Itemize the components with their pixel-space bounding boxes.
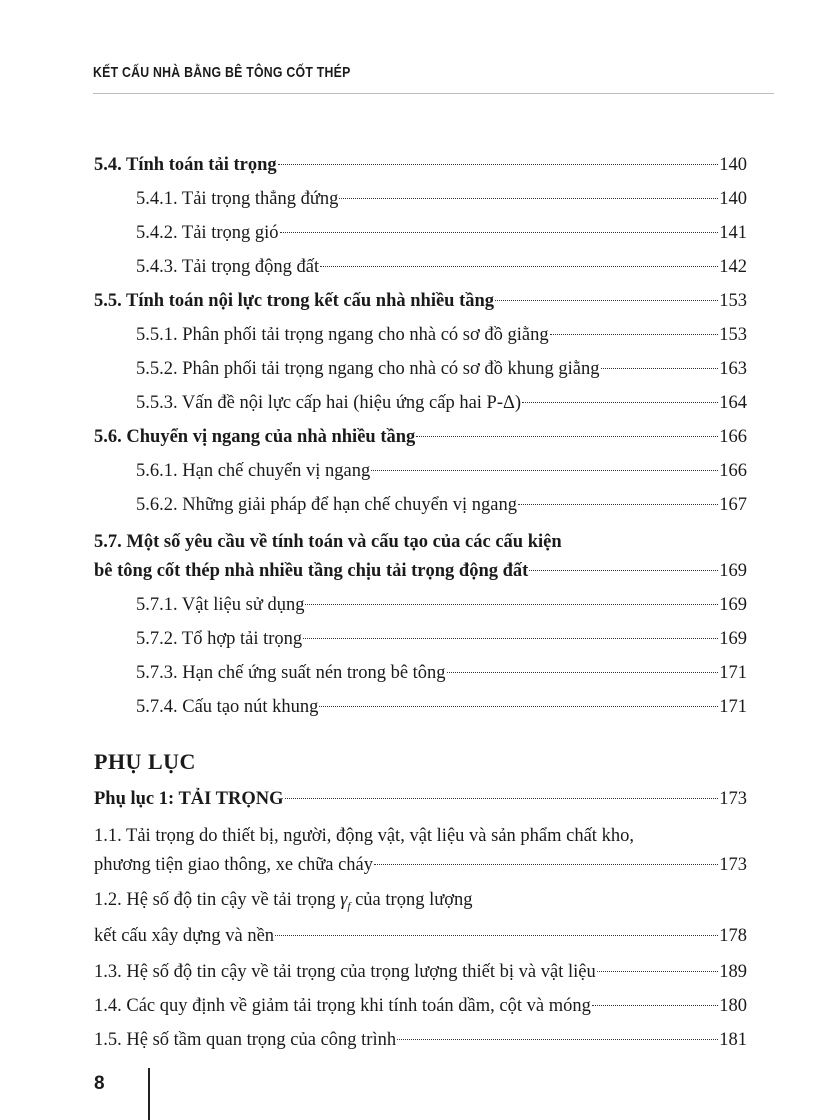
toc-entry-title: 1.5. Hệ số tầm quan trọng của công trình (94, 1029, 397, 1050)
toc-entry-5-7-1[interactable] (94, 588, 747, 622)
toc-entry-title: 5.5.2. Phân phối tải trọng ngang cho nhà có sơ đồ khung giằng (136, 359, 600, 379)
toc-entry-title: 5.7.4. Cấu tạo nút khung (136, 697, 319, 717)
toc-entry-title-line2-row (94, 557, 747, 586)
page-number: 8 (94, 1073, 105, 1094)
dot-leader (303, 638, 718, 639)
table-of-contents (94, 148, 747, 1057)
running-header: KẾT CẤU NHÀ BẰNG BÊ TÔNG CỐT THÉP (93, 64, 351, 81)
toc-entry-title: 5.7.2. Tổ hợp tải trọng (136, 629, 303, 649)
dot-leader (275, 935, 718, 936)
toc-page-number: 169 (719, 561, 747, 581)
toc-entry-appendix-1[interactable] (94, 782, 747, 816)
toc-entry-5-5-3[interactable] (94, 386, 747, 420)
toc-page-number: 180 (719, 995, 747, 1016)
toc-entry-1-3[interactable] (94, 955, 747, 989)
toc-entry-5-6-1[interactable] (94, 454, 747, 488)
dot-leader (285, 798, 719, 799)
toc-entry-title-line2: bê tông cốt thép nhà nhiều tầng chịu tải trọng động đất (94, 561, 529, 581)
dot-leader (592, 1005, 718, 1006)
toc-page-number: 167 (719, 495, 747, 515)
dot-leader (305, 604, 718, 605)
toc-entry-5-7-4[interactable] (94, 690, 747, 724)
toc-entry-1-1[interactable] (94, 822, 747, 880)
toc-page-number: 163 (719, 359, 747, 379)
toc-page-number: 169 (719, 595, 747, 615)
dot-leader (374, 864, 718, 865)
toc-entry-1-2[interactable] (94, 886, 747, 951)
toc-page-number: 153 (719, 291, 747, 311)
toc-entry-title: 5.6. Chuyển vị ngang của nhà nhiều tầng (94, 427, 416, 447)
toc-entry-5-4-3[interactable] (94, 250, 747, 284)
toc-entry-title: 5.6.1. Hạn chế chuyển vị ngang (136, 461, 371, 481)
toc-entry-5-5-2[interactable] (94, 352, 747, 386)
toc-entry-title-line1 (94, 886, 747, 922)
header-rule (93, 93, 774, 94)
dot-leader (529, 570, 718, 571)
toc-page-number: 178 (719, 925, 747, 946)
toc-entry-5-7-2[interactable] (94, 622, 747, 656)
toc-entry-title-line1: 5.7. Một số yêu cầu về tính toán và cấu tạo của các cấu kiện (94, 532, 562, 552)
toc-entry-title-line1: 1.1. Tải trọng do thiết bị, người, động vật, vật liệu và sản phẩm chất kho, (94, 826, 634, 846)
dot-leader (447, 672, 719, 673)
toc-entry-title: 5.5.1. Phân phối tải trọng ngang cho nhà có sơ đồ giằng (136, 325, 549, 345)
toc-entry-title: 5.5. Tính toán nội lực trong kết cấu nhà nhiều tầng (94, 291, 495, 311)
dot-leader (319, 706, 718, 707)
toc-entry-title-line2-row (94, 922, 747, 951)
toc-entry-5-7[interactable] (94, 528, 747, 586)
toc-page-number: 153 (719, 325, 747, 345)
toc-entry-5-4[interactable] (94, 148, 747, 182)
toc-entry-title: 5.4.2. Tải trọng gió (136, 223, 279, 243)
toc-page-number: 140 (719, 155, 747, 175)
toc-page-number: 141 (719, 223, 747, 243)
toc-entry-1-4[interactable] (94, 989, 747, 1023)
toc-entry-1-5[interactable] (94, 1023, 747, 1057)
toc-page-number: 173 (719, 855, 747, 875)
dot-leader (522, 402, 718, 403)
dot-leader (550, 334, 719, 335)
toc-page-number: 142 (719, 257, 747, 277)
dot-leader (518, 504, 718, 505)
toc-entry-5-4-2[interactable] (94, 216, 747, 250)
gamma-symbol: γ (340, 890, 348, 910)
toc-entry-5-6[interactable] (94, 420, 747, 454)
toc-entry-title-line2-row (94, 851, 747, 880)
toc-page-number: 166 (719, 461, 747, 481)
dot-leader (597, 971, 719, 972)
toc-entry-title-line2: phương tiện giao thông, xe chữa cháy (94, 855, 373, 875)
toc-entry-title: 5.5.3. Vấn đề nội lực cấp hai (hiệu ứng cấp hai P-Δ) (136, 393, 522, 413)
dot-leader (320, 266, 718, 267)
dot-leader (397, 1039, 718, 1040)
toc-entry-title-post: của trọng lượng (350, 890, 473, 910)
toc-entry-title: 5.4.3. Tải trọng động đất (136, 257, 320, 277)
toc-page-number: 189 (719, 961, 747, 982)
toc-entry-title: 5.4.1. Tải trọng thẳng đứng (136, 189, 339, 209)
appendix-heading: PHỤ LỤC (94, 749, 196, 774)
toc-page-number: 171 (719, 663, 747, 683)
toc-entry-title: 1.4. Các quy định về giảm tải trọng khi tính toán dầm, cột và móng (94, 995, 591, 1016)
toc-entry-5-4-1[interactable] (94, 182, 747, 216)
toc-page-number: 166 (719, 427, 747, 447)
toc-entry-title: 5.7.3. Hạn chế ứng suất nén trong bê tông (136, 663, 446, 683)
gamma-subscript: f (347, 900, 351, 913)
dot-leader (371, 470, 718, 471)
dot-leader (495, 300, 718, 301)
dot-leader (416, 436, 718, 437)
dot-leader (601, 368, 719, 369)
toc-entry-title: Phụ lục 1: TẢI TRỌNG (94, 789, 284, 809)
dot-leader (278, 164, 719, 165)
toc-entry-title-line2: kết cấu xây dựng và nền (94, 925, 275, 946)
toc-page-number: 171 (719, 697, 747, 717)
dot-leader (339, 198, 718, 199)
toc-page-number: 181 (719, 1029, 747, 1050)
toc-entry-title-pre: 1.2. Hệ số độ tin cậy về tải trọng (94, 890, 341, 910)
toc-entry-5-7-3[interactable] (94, 656, 747, 690)
footer-rule (148, 1068, 150, 1120)
toc-entry-title: 1.3. Hệ số độ tin cậy về tải trọng của trọng lượng thiết bị và vật liệu (94, 961, 596, 982)
toc-entry-5-5[interactable] (94, 284, 747, 318)
toc-entry-5-5-1[interactable] (94, 318, 747, 352)
toc-page-number: 169 (719, 629, 747, 649)
toc-page-number: 164 (719, 393, 747, 413)
toc-entry-title: 5.4. Tính toán tải trọng (94, 155, 277, 175)
toc-page-number: 140 (719, 189, 747, 209)
toc-entry-title: 5.7.1. Vật liệu sử dụng (136, 595, 305, 615)
toc-entry-title: 5.6.2. Những giải pháp để hạn chế chuyển vị ngang (136, 495, 517, 515)
toc-page-number: 173 (719, 789, 747, 809)
toc-entry-5-6-2[interactable] (94, 488, 747, 522)
dot-leader (280, 232, 719, 233)
